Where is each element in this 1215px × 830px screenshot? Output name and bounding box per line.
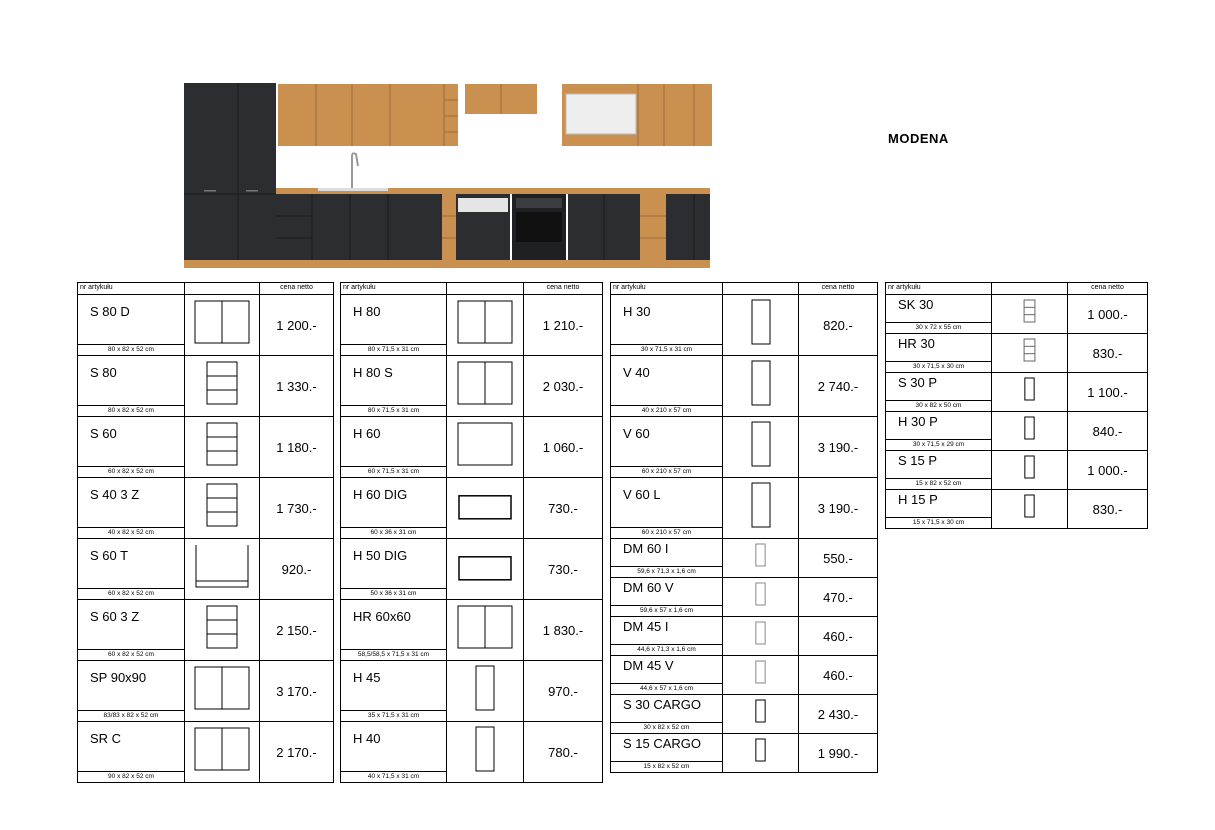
open-shelf-base-30-icon	[992, 373, 1068, 412]
article-dimensions: 80 x 82 x 52 cm	[78, 405, 184, 416]
article-cell	[78, 417, 185, 478]
price-table-base-cabinets	[77, 282, 334, 783]
article-code: S 80	[90, 365, 117, 380]
price-table-wall-cabinets	[340, 282, 603, 783]
table-row	[78, 722, 334, 783]
article-code: HR 60x60	[353, 609, 411, 624]
price-cell: 550.-	[799, 539, 878, 578]
base-cabinet-2door-icon	[185, 295, 260, 356]
article-code: H 45	[353, 670, 381, 685]
price-cell: 920.-	[260, 539, 334, 600]
article-code: SP 90x90	[90, 670, 147, 685]
article-code: H 80	[353, 304, 381, 319]
open-shelf-wall-30-icon	[992, 412, 1068, 451]
article-code: H 60 DIG	[353, 487, 408, 502]
price-cell: 1 060.-	[524, 417, 603, 478]
table-row	[341, 478, 603, 539]
tall-cabinet-wide-icon	[723, 417, 799, 478]
article-cell	[611, 695, 723, 734]
price-cell: 470.-	[799, 578, 878, 617]
article-code: H 15 P	[898, 492, 938, 507]
article-code: H 30 P	[898, 414, 938, 429]
table-row	[341, 539, 603, 600]
article-dimensions: 30 x 71,5 x 29 cm	[886, 439, 991, 450]
article-dimensions: 30 x 82 x 52 cm	[611, 722, 722, 733]
price-cell: 820.-	[799, 295, 878, 356]
article-cell	[341, 722, 447, 783]
header-price: cena netto	[1068, 283, 1148, 295]
article-code: SK 30	[898, 297, 934, 312]
article-cell	[611, 656, 723, 695]
open-shelf-wall-15-icon	[992, 490, 1068, 529]
article-code: S 40 3 Z	[90, 487, 140, 502]
article-cell	[341, 600, 447, 661]
article-code: DM 60 V	[623, 580, 674, 595]
open-shelf-base-icon	[992, 295, 1068, 334]
article-cell	[886, 451, 992, 490]
cargo-cabinet-narrow-icon	[723, 734, 799, 773]
article-cell	[611, 417, 723, 478]
price-cell: 460.-	[799, 656, 878, 695]
price-cell: 460.-	[799, 617, 878, 656]
article-dimensions: 40 x 210 x 57 cm	[611, 405, 722, 416]
price-cell: 1 210.-	[524, 295, 603, 356]
price-cell: 1 330.-	[260, 356, 334, 417]
article-cell	[78, 356, 185, 417]
dishwasher-panel-icon	[723, 578, 799, 617]
sink-cabinet-icon	[185, 722, 260, 783]
article-dimensions: 59,6 x 71,3 x 1,6 cm	[611, 566, 722, 577]
wall-cabinet-glass-icon	[447, 356, 524, 417]
article-dimensions: 60 x 210 x 57 cm	[611, 466, 722, 477]
price-cell: 2 430.-	[799, 695, 878, 734]
article-cell	[78, 295, 185, 356]
header-article: nr artykułu	[611, 283, 723, 295]
price-cell: 730.-	[524, 539, 603, 600]
corner-base-cabinet-icon	[185, 661, 260, 722]
header-image	[992, 283, 1068, 295]
article-code: S 15 CARGO	[623, 736, 702, 751]
price-table-open-shelves	[885, 282, 1148, 529]
table-row	[611, 656, 878, 695]
table-row	[78, 295, 334, 356]
article-dimensions: 59,6 x 57 x 1,6 cm	[611, 605, 722, 616]
dishwasher-panel-narrow-icon	[723, 656, 799, 695]
article-dimensions: 60 x 71,5 x 31 cm	[341, 466, 446, 477]
table-row	[341, 417, 603, 478]
article-cell	[611, 295, 723, 356]
article-dimensions: 80 x 71,5 x 31 cm	[341, 344, 446, 355]
header-article: nr artykułu	[341, 283, 447, 295]
wall-cabinet-1door-icon	[447, 417, 524, 478]
article-dimensions: 15 x 82 x 52 cm	[611, 761, 722, 772]
header-image	[185, 283, 260, 295]
table-row	[611, 695, 878, 734]
article-code: S 60	[90, 426, 117, 441]
price-cell: 1 180.-	[260, 417, 334, 478]
table-row	[611, 356, 878, 417]
article-dimensions: 44,6 x 57 x 1,6 cm	[611, 683, 722, 694]
table-row	[611, 617, 878, 656]
article-dimensions: 30 x 71,5 x 30 cm	[886, 361, 991, 372]
corner-wall-cabinet-icon	[447, 600, 524, 661]
header-price: cena netto	[524, 283, 603, 295]
article-code: H 40	[353, 731, 381, 746]
header-image	[447, 283, 524, 295]
article-cell	[886, 490, 992, 529]
article-dimensions: 60 x 82 x 52 cm	[78, 588, 184, 599]
article-code: DM 45 V	[623, 658, 674, 673]
article-cell	[886, 373, 992, 412]
drawer-cabinet-3-wide-icon	[185, 600, 260, 661]
article-dimensions: 60 x 36 x 31 cm	[341, 527, 446, 538]
dishwasher-panel-narrow-icon	[723, 617, 799, 656]
article-cell	[886, 412, 992, 451]
article-cell	[611, 617, 723, 656]
table-row	[78, 600, 334, 661]
article-code: V 40	[623, 365, 650, 380]
price-table-tall-cabinets	[610, 282, 878, 773]
article-dimensions: 30 x 72 x 55 cm	[886, 322, 991, 333]
price-cell: 1 200.-	[260, 295, 334, 356]
article-dimensions: 60 x 82 x 52 cm	[78, 649, 184, 660]
table-row	[611, 478, 878, 539]
article-cell	[78, 478, 185, 539]
article-cell	[611, 478, 723, 539]
table-row	[341, 600, 603, 661]
article-cell	[341, 478, 447, 539]
article-code: H 80 S	[353, 365, 393, 380]
price-cell: 2 150.-	[260, 600, 334, 661]
table-row	[341, 661, 603, 722]
price-cell: 2 170.-	[260, 722, 334, 783]
article-dimensions: 60 x 82 x 52 cm	[78, 466, 184, 477]
header-article: nr artykułu	[886, 283, 992, 295]
article-cell	[78, 661, 185, 722]
price-cell: 830.-	[1068, 334, 1148, 373]
price-cell: 830.-	[1068, 490, 1148, 529]
article-code: HR 30	[898, 336, 935, 351]
wall-cabinet-2door-icon	[447, 295, 524, 356]
article-dimensions: 80 x 82 x 52 cm	[78, 344, 184, 355]
table-row	[611, 539, 878, 578]
header-price: cena netto	[799, 283, 878, 295]
cargo-cabinet-icon	[723, 695, 799, 734]
article-cell	[78, 539, 185, 600]
article-cell	[341, 661, 447, 722]
article-cell	[886, 295, 992, 334]
article-code: SR C	[90, 731, 122, 746]
article-cell	[611, 539, 723, 578]
table-row	[78, 539, 334, 600]
article-cell	[611, 578, 723, 617]
table-row	[611, 734, 878, 773]
price-cell: 730.-	[524, 478, 603, 539]
article-cell	[78, 722, 185, 783]
header-price: cena netto	[260, 283, 334, 295]
article-cell	[886, 334, 992, 373]
article-dimensions: 15 x 71,5 x 30 cm	[886, 517, 991, 528]
article-code: S 15 P	[898, 453, 938, 468]
article-dimensions: 90 x 82 x 52 cm	[78, 771, 184, 782]
table-row	[886, 490, 1148, 529]
table-row	[78, 356, 334, 417]
article-cell	[611, 356, 723, 417]
price-cell: 840.-	[1068, 412, 1148, 451]
article-code: S 30 P	[898, 375, 938, 390]
price-cell: 2 030.-	[524, 356, 603, 417]
price-cell: 1 000.-	[1068, 451, 1148, 490]
article-cell	[78, 600, 185, 661]
price-cell: 3 190.-	[799, 478, 878, 539]
article-cell	[341, 539, 447, 600]
wall-cabinet-40-icon	[447, 722, 524, 783]
table-row	[886, 334, 1148, 373]
article-code: V 60 L	[623, 487, 661, 502]
article-code: S 80 D	[90, 304, 130, 319]
oven-housing-cabinet-icon	[185, 539, 260, 600]
open-shelf-base-15-icon	[992, 451, 1068, 490]
tall-cabinet-icon	[723, 356, 799, 417]
wall-flap-cabinet-small-icon	[447, 539, 524, 600]
header-article: nr artykułu	[78, 283, 185, 295]
article-code: H 30	[623, 304, 651, 319]
price-cell: 970.-	[524, 661, 603, 722]
article-cell	[341, 417, 447, 478]
table-row	[341, 356, 603, 417]
article-code: S 60 T	[90, 548, 129, 563]
price-cell: 3 190.-	[799, 417, 878, 478]
article-code: H 60	[353, 426, 381, 441]
article-dimensions: 58,5/58,5 x 71,5 x 31 cm	[341, 649, 446, 660]
article-cell	[611, 734, 723, 773]
article-code: H 50 DIG	[353, 548, 408, 563]
article-dimensions: 15 x 82 x 52 cm	[886, 478, 991, 489]
article-code: S 30 CARGO	[623, 697, 702, 712]
table-row	[611, 417, 878, 478]
wall-cabinet-narrow-icon	[447, 661, 524, 722]
wall-cabinet-30-icon	[723, 295, 799, 356]
article-dimensions: 40 x 71,5 x 31 cm	[341, 771, 446, 782]
article-dimensions: 35 x 71,5 x 31 cm	[341, 710, 446, 721]
article-code: DM 60 I	[623, 541, 669, 556]
price-cell: 1 830.-	[524, 600, 603, 661]
kitchen-product-image	[182, 80, 712, 272]
article-dimensions: 40 x 82 x 52 cm	[78, 527, 184, 538]
article-code: S 60 3 Z	[90, 609, 140, 624]
article-dimensions: 60 x 210 x 57 cm	[611, 527, 722, 538]
article-dimensions: 80 x 71,5 x 31 cm	[341, 405, 446, 416]
header-image	[723, 283, 799, 295]
table-row	[611, 295, 878, 356]
article-cell	[341, 356, 447, 417]
table-row	[78, 417, 334, 478]
wall-flap-cabinet-icon	[447, 478, 524, 539]
table-row	[611, 578, 878, 617]
base-cabinet-2door-drawer-icon	[185, 356, 260, 417]
table-row	[341, 722, 603, 783]
price-cell: 1 990.-	[799, 734, 878, 773]
price-cell: 1 000.-	[1068, 295, 1148, 334]
article-code: V 60	[623, 426, 650, 441]
dishwasher-panel-icon	[723, 539, 799, 578]
tall-cabinet-fridge-icon	[723, 478, 799, 539]
article-code: DM 45 I	[623, 619, 669, 634]
price-cell: 1 100.-	[1068, 373, 1148, 412]
price-cell: 1 730.-	[260, 478, 334, 539]
base-cabinet-1door-drawer-icon	[185, 417, 260, 478]
table-row	[78, 661, 334, 722]
article-dimensions: 50 x 36 x 31 cm	[341, 588, 446, 599]
article-cell	[341, 295, 447, 356]
article-dimensions: 30 x 71,5 x 31 cm	[611, 344, 722, 355]
open-shelf-wall-icon	[992, 334, 1068, 373]
table-row	[886, 295, 1148, 334]
table-row	[886, 373, 1148, 412]
price-cell: 3 170.-	[260, 661, 334, 722]
table-row	[886, 412, 1148, 451]
table-row	[341, 295, 603, 356]
article-dimensions: 83/83 x 82 x 52 cm	[78, 710, 184, 721]
article-dimensions: 30 x 82 x 50 cm	[886, 400, 991, 411]
drawer-cabinet-3-icon	[185, 478, 260, 539]
article-dimensions: 44,6 x 71,3 x 1,6 cm	[611, 644, 722, 655]
table-row	[78, 478, 334, 539]
price-cell: 780.-	[524, 722, 603, 783]
price-cell: 2 740.-	[799, 356, 878, 417]
series-title: MODENA	[888, 131, 949, 146]
table-row	[886, 451, 1148, 490]
